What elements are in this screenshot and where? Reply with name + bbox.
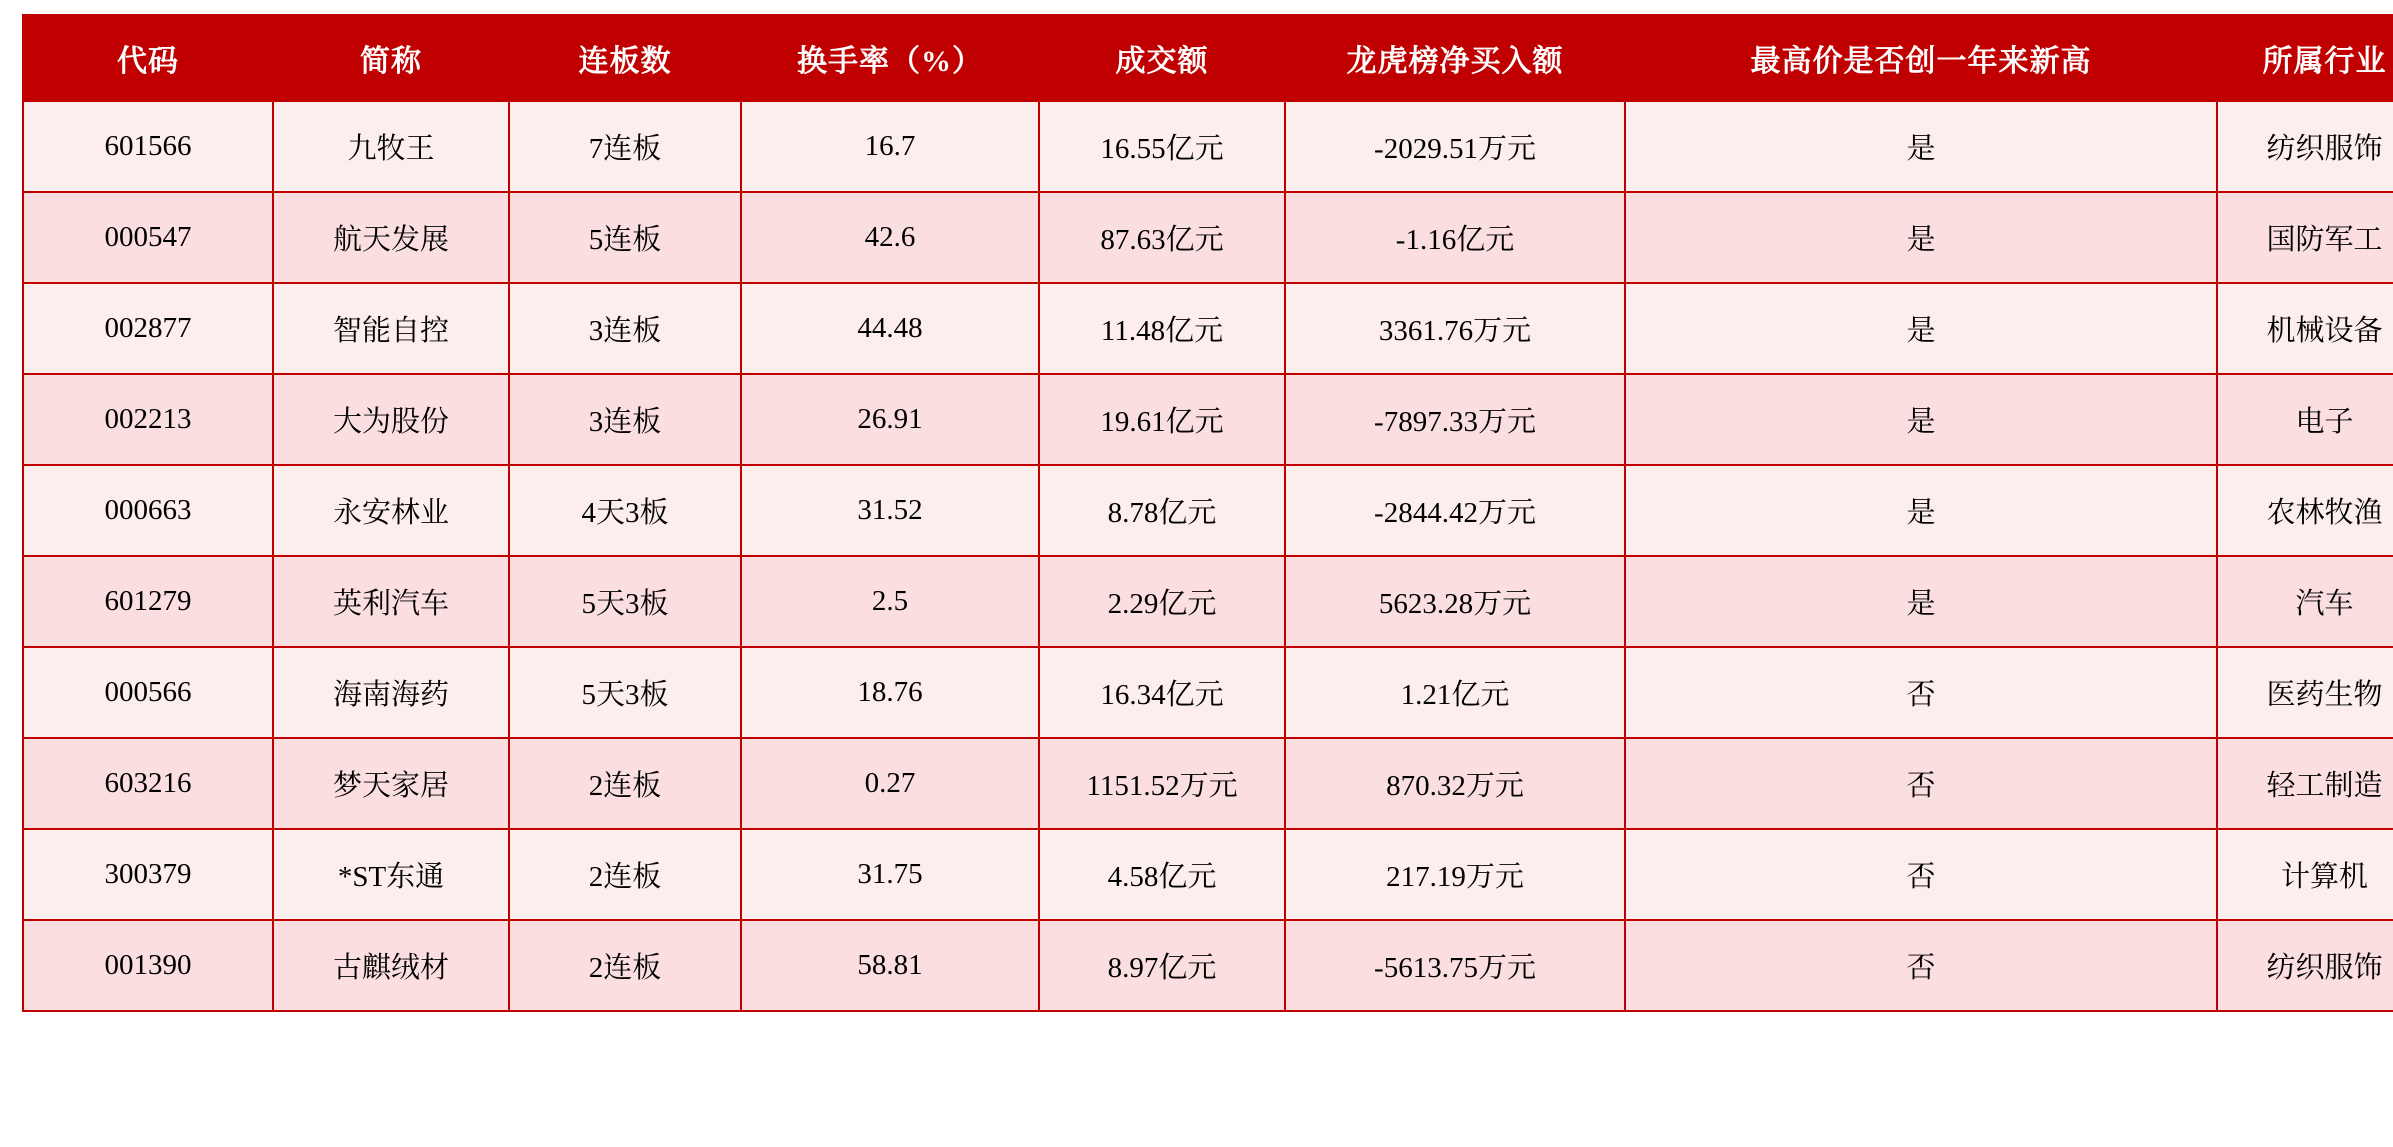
cell-boards: 7连板 xyxy=(509,101,741,192)
cell-turnover: 2.5 xyxy=(741,556,1039,647)
cell-code: 002877 xyxy=(23,283,273,374)
stock-table xyxy=(22,14,2393,1012)
cell-name: 梦天家居 xyxy=(273,738,509,829)
table-row xyxy=(23,829,2393,920)
cell-new-high: 是 xyxy=(1625,465,2217,556)
cell-turnover: 16.7 xyxy=(741,101,1039,192)
cell-turnover: 26.91 xyxy=(741,374,1039,465)
column-header-turnover-rate: 换手率（%） xyxy=(741,15,1039,101)
cell-amount: 19.61亿元 xyxy=(1039,374,1285,465)
table-row xyxy=(23,192,2393,283)
cell-code: 300379 xyxy=(23,829,273,920)
cell-boards: 4天3板 xyxy=(509,465,741,556)
cell-amount: 11.48亿元 xyxy=(1039,283,1285,374)
cell-net-buy: -7897.33万元 xyxy=(1285,374,1625,465)
cell-boards: 3连板 xyxy=(509,283,741,374)
column-header-net-buy: 龙虎榜净买入额 xyxy=(1285,15,1625,101)
cell-amount: 4.58亿元 xyxy=(1039,829,1285,920)
cell-name: 大为股份 xyxy=(273,374,509,465)
cell-net-buy: -1.16亿元 xyxy=(1285,192,1625,283)
cell-boards: 5连板 xyxy=(509,192,741,283)
cell-boards: 5天3板 xyxy=(509,556,741,647)
table-row xyxy=(23,738,2393,829)
table-row xyxy=(23,101,2393,192)
cell-amount: 16.34亿元 xyxy=(1039,647,1285,738)
cell-industry: 机械设备 xyxy=(2217,283,2393,374)
column-header-boards: 连板数 xyxy=(509,15,741,101)
cell-turnover: 42.6 xyxy=(741,192,1039,283)
cell-turnover: 58.81 xyxy=(741,920,1039,1011)
cell-new-high: 否 xyxy=(1625,920,2217,1011)
cell-net-buy: 870.32万元 xyxy=(1285,738,1625,829)
cell-amount: 16.55亿元 xyxy=(1039,101,1285,192)
table-row xyxy=(23,283,2393,374)
table-row xyxy=(23,556,2393,647)
cell-net-buy: -2844.42万元 xyxy=(1285,465,1625,556)
cell-net-buy: 1.21亿元 xyxy=(1285,647,1625,738)
cell-name: 智能自控 xyxy=(273,283,509,374)
cell-boards: 2连板 xyxy=(509,829,741,920)
cell-turnover: 0.27 xyxy=(741,738,1039,829)
column-header-new-high: 最高价是否创一年来新高 xyxy=(1625,15,2217,101)
cell-industry: 电子 xyxy=(2217,374,2393,465)
column-header-name: 简称 xyxy=(273,15,509,101)
cell-new-high: 否 xyxy=(1625,829,2217,920)
cell-amount: 8.97亿元 xyxy=(1039,920,1285,1011)
table-header xyxy=(23,15,2393,101)
cell-name: 九牧王 xyxy=(273,101,509,192)
cell-new-high: 是 xyxy=(1625,374,2217,465)
cell-turnover: 18.76 xyxy=(741,647,1039,738)
cell-boards: 5天3板 xyxy=(509,647,741,738)
column-header-industry: 所属行业 xyxy=(2217,15,2393,101)
cell-code: 000547 xyxy=(23,192,273,283)
cell-industry: 轻工制造 xyxy=(2217,738,2393,829)
cell-name: 航天发展 xyxy=(273,192,509,283)
cell-amount: 2.29亿元 xyxy=(1039,556,1285,647)
cell-industry: 国防军工 xyxy=(2217,192,2393,283)
table-row xyxy=(23,465,2393,556)
cell-name: 海南海药 xyxy=(273,647,509,738)
column-header-code: 代码 xyxy=(23,15,273,101)
cell-amount: 1151.52万元 xyxy=(1039,738,1285,829)
cell-new-high: 否 xyxy=(1625,738,2217,829)
cell-industry: 汽车 xyxy=(2217,556,2393,647)
cell-new-high: 是 xyxy=(1625,101,2217,192)
cell-turnover: 44.48 xyxy=(741,283,1039,374)
cell-new-high: 否 xyxy=(1625,647,2217,738)
cell-name: *ST东通 xyxy=(273,829,509,920)
cell-code: 601279 xyxy=(23,556,273,647)
cell-code: 000566 xyxy=(23,647,273,738)
table-body xyxy=(23,101,2393,1011)
cell-turnover: 31.75 xyxy=(741,829,1039,920)
cell-name: 英利汽车 xyxy=(273,556,509,647)
cell-industry: 纺织服饰 xyxy=(2217,920,2393,1011)
cell-industry: 纺织服饰 xyxy=(2217,101,2393,192)
cell-code: 001390 xyxy=(23,920,273,1011)
cell-code: 002213 xyxy=(23,374,273,465)
column-header-amount: 成交额 xyxy=(1039,15,1285,101)
cell-new-high: 是 xyxy=(1625,192,2217,283)
cell-industry: 农林牧渔 xyxy=(2217,465,2393,556)
cell-net-buy: -5613.75万元 xyxy=(1285,920,1625,1011)
cell-code: 601566 xyxy=(23,101,273,192)
cell-boards: 2连板 xyxy=(509,920,741,1011)
cell-net-buy: 5623.28万元 xyxy=(1285,556,1625,647)
cell-boards: 2连板 xyxy=(509,738,741,829)
table-row xyxy=(23,647,2393,738)
cell-name: 永安林业 xyxy=(273,465,509,556)
cell-amount: 87.63亿元 xyxy=(1039,192,1285,283)
table-row xyxy=(23,374,2393,465)
cell-net-buy: -2029.51万元 xyxy=(1285,101,1625,192)
cell-code: 000663 xyxy=(23,465,273,556)
cell-name: 古麒绒材 xyxy=(273,920,509,1011)
table-row xyxy=(23,920,2393,1011)
cell-new-high: 是 xyxy=(1625,283,2217,374)
cell-turnover: 31.52 xyxy=(741,465,1039,556)
cell-net-buy: 217.19万元 xyxy=(1285,829,1625,920)
cell-industry: 医药生物 xyxy=(2217,647,2393,738)
cell-net-buy: 3361.76万元 xyxy=(1285,283,1625,374)
cell-boards: 3连板 xyxy=(509,374,741,465)
cell-new-high: 是 xyxy=(1625,556,2217,647)
cell-amount: 8.78亿元 xyxy=(1039,465,1285,556)
cell-code: 603216 xyxy=(23,738,273,829)
cell-industry: 计算机 xyxy=(2217,829,2393,920)
header-row xyxy=(23,15,2393,101)
